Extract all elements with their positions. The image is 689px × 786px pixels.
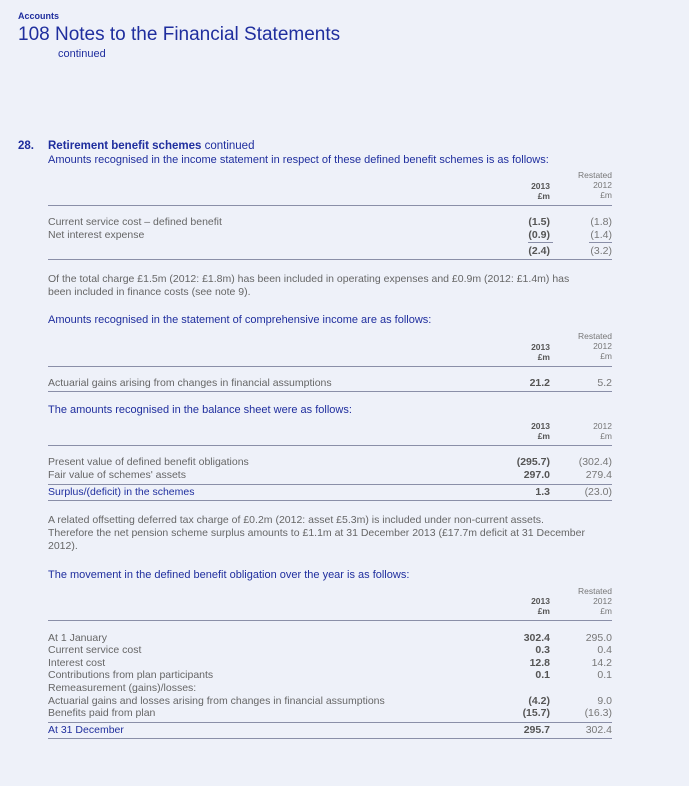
table-cell-2012: 14.2	[591, 657, 612, 669]
table-row-label: Present value of defined benefit obligations	[48, 456, 249, 468]
table-cell-2012: (302.4)	[578, 456, 612, 468]
table-cell-2012: 0.1	[597, 669, 612, 681]
col-year: 2012	[593, 180, 612, 190]
movement-col-2013-header	[490, 596, 550, 616]
col-year: 2013	[531, 421, 550, 431]
income-note-text: Of the total charge £1.5m (2012: £1.8m) has been included in operating expenses and £0.9m (2012: £1.4m) has been included in finance costs (see note 9).	[48, 273, 570, 298]
col-unit: £m	[537, 352, 550, 362]
col-year: 2012	[593, 421, 612, 431]
subtotal-rule	[528, 242, 553, 243]
table-cell-2012: 0.4	[597, 644, 612, 656]
balance-col-2012-header	[552, 421, 612, 441]
col-unit: £m	[600, 351, 612, 361]
col-unit: £m	[600, 190, 612, 200]
movement-total-2013: 295.7	[523, 724, 550, 736]
divider	[48, 445, 612, 446]
divider	[48, 259, 612, 260]
col-year: 2012	[593, 341, 612, 351]
continued-label: continued	[58, 48, 106, 60]
table-row-label: Net interest expense	[48, 229, 145, 241]
note-number: 28.	[18, 140, 34, 152]
balance-total-2013: 1.3	[535, 486, 550, 498]
table-cell-2013: 302.4	[523, 632, 550, 644]
table-cell-2012: 279.4	[585, 469, 612, 481]
comprehensive-income-heading: Amounts recognised in the statement of comprehensive income are as follows:	[48, 314, 432, 326]
table-cell-2013: (295.7)	[516, 456, 550, 468]
table-row-label: Actuarial gains and losses arising from changes in financial assumptions	[48, 695, 385, 707]
balance-total-label: Surplus/(deficit) in the schemes	[48, 486, 195, 498]
obligation-movement-heading: The movement in the defined benefit obligation over the year is as follows:	[48, 569, 410, 581]
table-row-label: Contributions from plan participants	[48, 669, 214, 681]
comprehensive-col-2012-header	[552, 331, 612, 361]
col-year: 2013	[531, 596, 550, 606]
col-year: 2012	[593, 596, 612, 606]
subtotal-rule	[589, 242, 612, 243]
table-row-label: Benefits paid from plan	[48, 707, 156, 719]
table-row-label: Remeasurement (gains)/losses:	[48, 682, 197, 694]
table-cell-2012: 295.0	[585, 632, 612, 644]
table-cell-2013: 21.2	[529, 377, 550, 389]
table-cell-2012: 9.0	[597, 695, 612, 707]
table-row-label: Fair value of schemes' assets	[48, 469, 186, 481]
table-row-label: Actuarial gains arising from changes in financial assumptions	[48, 377, 332, 389]
income-total-2012: (3.2)	[590, 245, 612, 257]
page-title-text: Notes to the Financial Statements	[54, 24, 341, 45]
balance-sheet-heading: The amounts recognised in the balance sheet were as follows:	[48, 404, 352, 416]
col-restated: Restated	[577, 170, 612, 180]
table-row-label: Current service cost – defined benefit	[48, 216, 222, 228]
note-title-bold: Retirement benefit schemes	[48, 140, 202, 152]
divider	[48, 366, 612, 367]
table-cell-2013: 0.1	[535, 669, 550, 681]
col-unit: £m	[537, 191, 550, 201]
col-year: 2013	[531, 342, 550, 352]
divider	[48, 205, 612, 206]
table-cell-2013: (15.7)	[522, 707, 550, 719]
col-unit: £m	[537, 431, 550, 441]
col-restated: Restated	[577, 331, 612, 341]
table-cell-2013: 12.8	[529, 657, 550, 669]
balance-col-2013-header	[490, 421, 550, 441]
table-cell-2013: 0.3	[535, 644, 550, 656]
page-number: 108	[18, 24, 50, 45]
table-cell-2012: (1.4)	[590, 229, 612, 241]
movement-total-2012: 302.4	[585, 724, 612, 736]
section-label: Accounts	[18, 11, 60, 21]
table-cell-2013: 297.0	[523, 469, 550, 481]
col-year: 2013	[531, 181, 550, 191]
note-title-rest: continued	[201, 140, 255, 152]
table-cell-2013: (0.9)	[528, 229, 550, 241]
table-row-label: Interest cost	[48, 657, 106, 669]
table-cell-2013: (1.5)	[528, 216, 550, 228]
divider	[48, 722, 612, 723]
divider	[48, 391, 612, 392]
col-unit: £m	[600, 606, 612, 616]
divider	[48, 500, 612, 501]
income-col-2012-header	[552, 170, 612, 200]
col-restated: Restated	[577, 586, 612, 596]
table-cell-2012: 5.2	[597, 377, 612, 389]
note-title	[48, 140, 254, 152]
income-col-2013-header	[490, 181, 550, 201]
balance-total-2012: (23.0)	[584, 486, 612, 498]
col-unit: £m	[600, 431, 612, 441]
income-total-2013: (2.4)	[528, 245, 550, 257]
comprehensive-col-2013-header	[490, 342, 550, 362]
divider	[48, 620, 612, 621]
table-row-label: At 1 January	[48, 632, 107, 644]
page-title	[18, 24, 340, 46]
table-row-label: Current service cost	[48, 644, 142, 656]
table-cell-2012: (16.3)	[584, 707, 612, 719]
movement-col-2012-header	[552, 586, 612, 616]
income-statement-heading: Amounts recognised in the income statement in respect of these defined benefit schemes is as follows:	[48, 154, 549, 166]
balance-note-text: A related offsetting deferred tax charge of £0.2m (2012: asset £5.3m) is included under non-current assets. Therefore the net pension scheme surplus amounts to £1.1m at 31 December 2013 (£17.7m deficit at 31 December 2012).	[48, 514, 585, 552]
table-cell-2013: (4.2)	[528, 695, 550, 707]
divider	[48, 484, 612, 485]
table-cell-2012: (1.8)	[590, 216, 612, 228]
movement-total-label: At 31 December	[48, 724, 124, 736]
col-unit: £m	[537, 606, 550, 616]
divider	[48, 738, 612, 739]
